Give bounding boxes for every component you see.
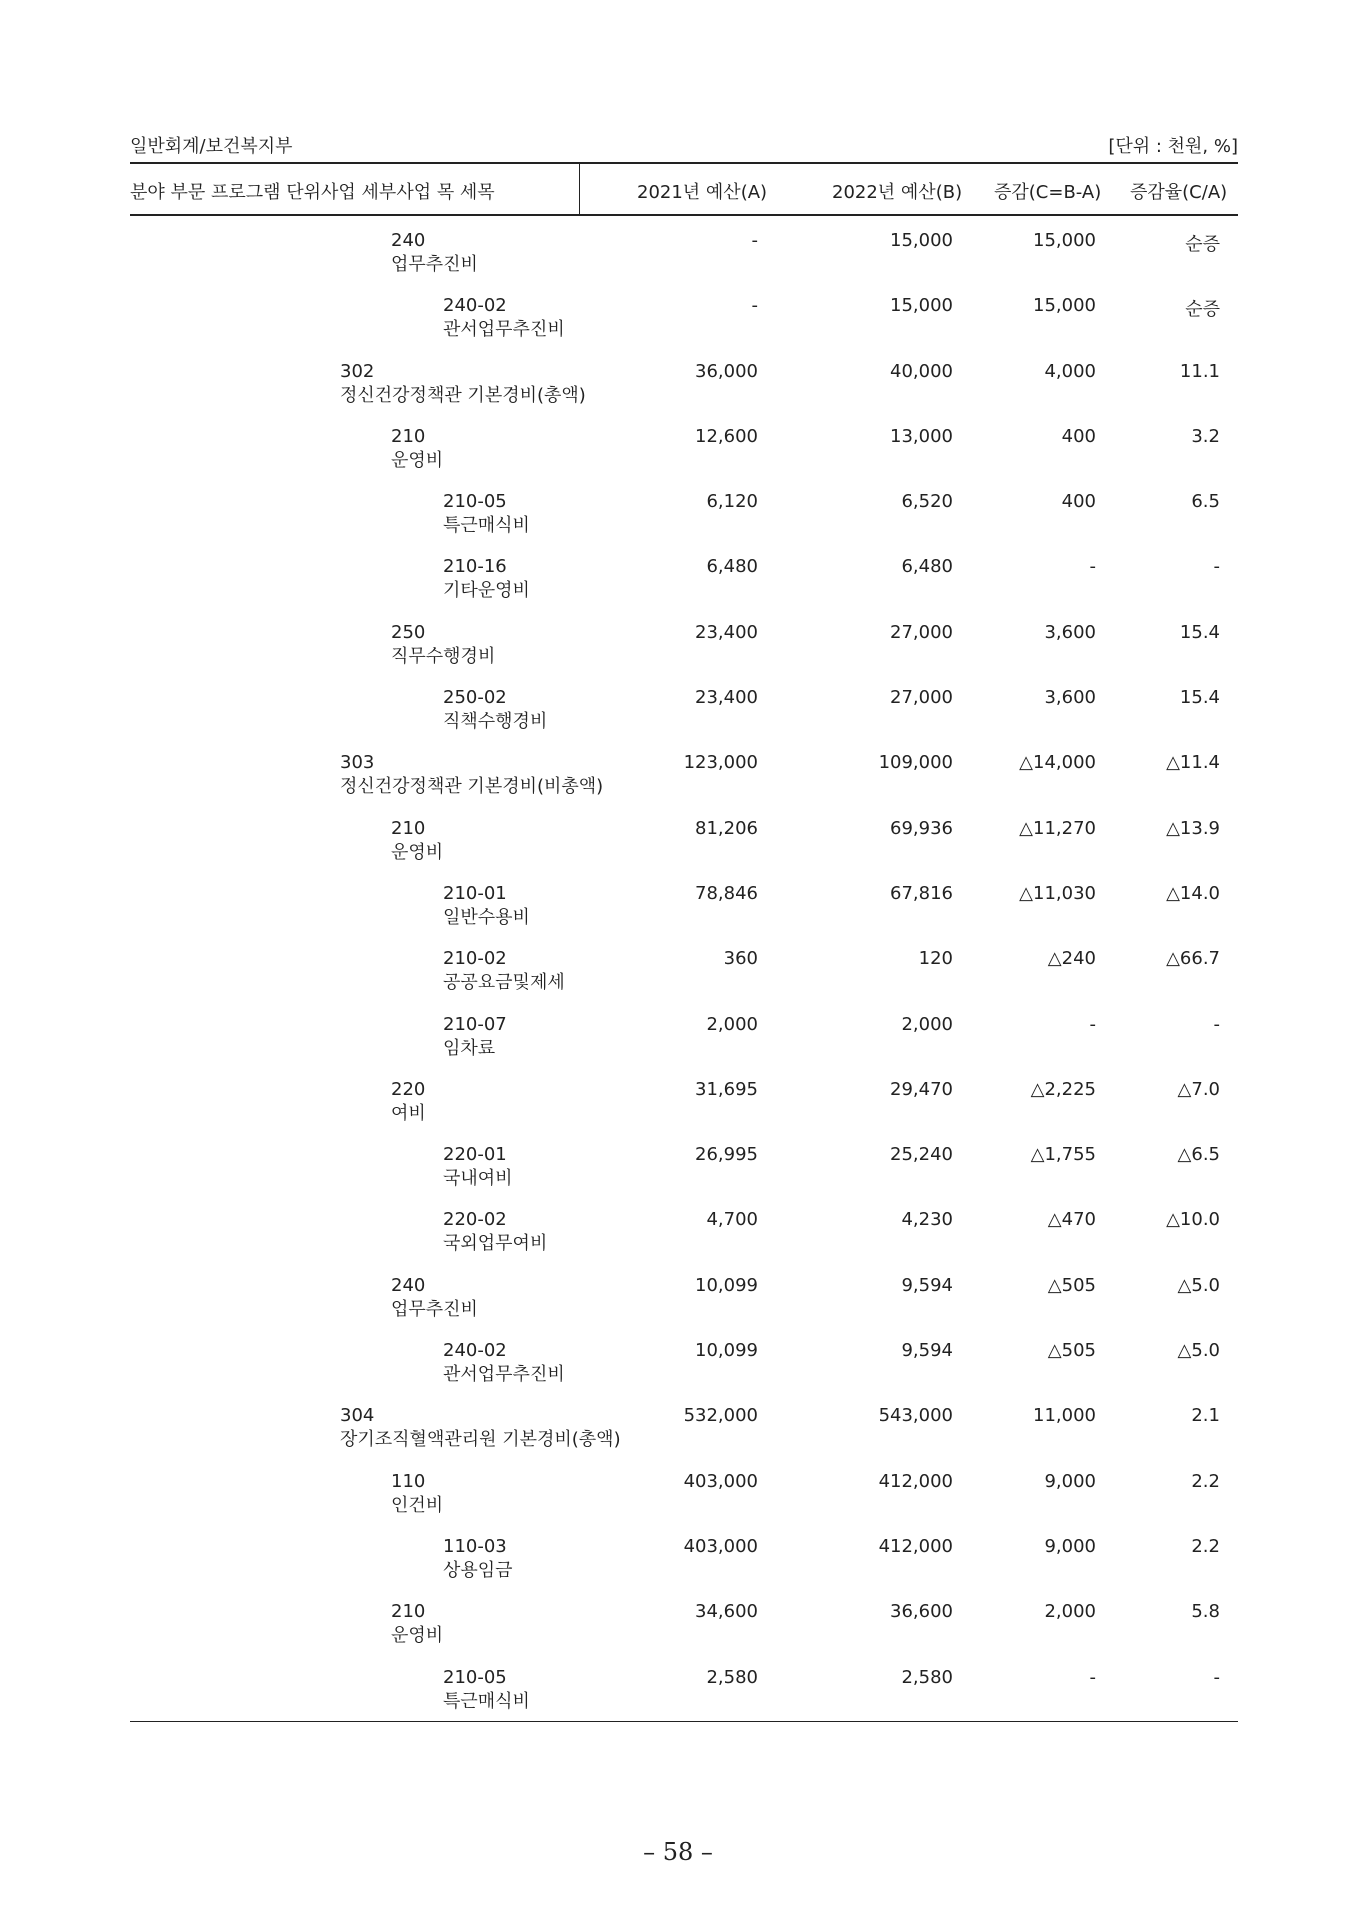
budget-2021-value: - bbox=[751, 230, 758, 251]
budget-2021-value: 532,000 bbox=[683, 1405, 758, 1427]
change-value: △11,030 bbox=[1019, 882, 1096, 904]
item-name: 관서업무추진비 bbox=[443, 1364, 565, 1386]
change-rate-value: △66.7 bbox=[1166, 948, 1220, 970]
budget-2022-value: 109,000 bbox=[878, 752, 953, 774]
budget-2022-value: 9,594 bbox=[901, 1340, 953, 1362]
change-value: △1,755 bbox=[1030, 1144, 1096, 1166]
change-rate-value: 11.1 bbox=[1179, 360, 1220, 382]
budget-2021-value: 10,099 bbox=[695, 1274, 758, 1296]
item-name: 특근매식비 bbox=[443, 515, 530, 537]
item-name: 공공요금및제세 bbox=[443, 972, 565, 994]
table-row bbox=[130, 426, 1238, 491]
item-code: 210-02 bbox=[443, 948, 507, 970]
table-row bbox=[130, 687, 1238, 752]
header-budget-2022: 2022년 예산(B) bbox=[832, 182, 963, 203]
item-name: 정신건강정책관 기본경비(비총액) bbox=[340, 776, 604, 798]
change-value: △14,000 bbox=[1019, 752, 1096, 774]
change-value: - bbox=[1089, 1666, 1096, 1688]
item-name: 정신건강정책관 기본경비(총액) bbox=[340, 384, 586, 406]
change-rate-value: △5.0 bbox=[1177, 1274, 1220, 1296]
table-row bbox=[130, 948, 1238, 1013]
budget-2021-value: 4,700 bbox=[706, 1209, 758, 1231]
change-value: 2,000 bbox=[1044, 1601, 1096, 1623]
item-code: 240-02 bbox=[443, 295, 507, 317]
budget-2022-value: 4,230 bbox=[901, 1209, 953, 1231]
item-name: 일반수용비 bbox=[443, 906, 530, 928]
change-value: 15,000 bbox=[1033, 230, 1096, 251]
change-rate-value: △7.0 bbox=[1177, 1078, 1220, 1100]
change-value: △470 bbox=[1047, 1209, 1096, 1231]
table-row bbox=[130, 622, 1238, 687]
budget-2021-value: 34,600 bbox=[695, 1601, 758, 1623]
change-rate-value: 2.2 bbox=[1191, 1535, 1220, 1557]
budget-2022-value: 13,000 bbox=[890, 425, 953, 447]
budget-2022-value: 15,000 bbox=[890, 230, 953, 251]
item-code: 250 bbox=[391, 621, 426, 643]
item-code: 210-05 bbox=[443, 491, 507, 513]
budget-2022-value: 69,936 bbox=[890, 817, 953, 839]
item-code: 210-16 bbox=[443, 556, 507, 578]
table-header bbox=[130, 162, 1238, 216]
budget-2022-value: 2,580 bbox=[901, 1666, 953, 1688]
item-name: 인건비 bbox=[391, 1494, 444, 1516]
budget-2021-value: 23,400 bbox=[695, 687, 758, 709]
table-row bbox=[130, 361, 1238, 426]
page-header bbox=[130, 132, 1238, 157]
change-rate-value: 15.4 bbox=[1179, 621, 1220, 643]
change-rate-value: - bbox=[1213, 1666, 1220, 1688]
budget-2021-value: 12,600 bbox=[695, 425, 758, 447]
change-rate-value: 5.8 bbox=[1191, 1601, 1220, 1623]
item-code: 302 bbox=[340, 360, 375, 382]
table-row bbox=[130, 230, 1238, 295]
change-rate-value: - bbox=[1213, 1013, 1220, 1035]
change-value: 3,600 bbox=[1044, 621, 1096, 643]
change-value: △505 bbox=[1047, 1340, 1096, 1362]
change-rate-value: △10.0 bbox=[1166, 1209, 1220, 1231]
item-code: 220 bbox=[391, 1078, 426, 1100]
header-classification: 분야 부문 프로그램 단위사업 세부사업 목 세목 bbox=[130, 182, 495, 203]
budget-2021-value: 81,206 bbox=[695, 817, 758, 839]
item-code: 240 bbox=[391, 1274, 426, 1296]
budget-2021-value: 403,000 bbox=[683, 1535, 758, 1557]
budget-2021-value: 36,000 bbox=[695, 360, 758, 382]
change-value: 400 bbox=[1061, 491, 1096, 513]
table-row bbox=[130, 556, 1238, 621]
change-rate-value: 2.2 bbox=[1191, 1470, 1220, 1492]
change-value: 4,000 bbox=[1044, 360, 1096, 382]
table-row bbox=[130, 1014, 1238, 1079]
budget-2021-value: 123,000 bbox=[683, 752, 758, 774]
item-name: 운영비 bbox=[391, 841, 444, 863]
budget-2021-value: 10,099 bbox=[695, 1340, 758, 1362]
budget-table bbox=[130, 162, 1238, 1732]
table-row bbox=[130, 1340, 1238, 1405]
item-name: 기타운영비 bbox=[443, 580, 530, 602]
budget-2022-value: 120 bbox=[918, 948, 953, 970]
change-value: - bbox=[1089, 556, 1096, 578]
change-value: 400 bbox=[1061, 425, 1096, 447]
item-code: 210 bbox=[391, 425, 426, 447]
change-value: △11,270 bbox=[1019, 817, 1096, 839]
budget-2021-value: 26,995 bbox=[695, 1144, 758, 1166]
budget-2021-value: 403,000 bbox=[683, 1470, 758, 1492]
table-body bbox=[130, 216, 1238, 1732]
budget-2022-value: 412,000 bbox=[878, 1470, 953, 1492]
change-value: △505 bbox=[1047, 1274, 1096, 1296]
table-row bbox=[130, 1405, 1238, 1470]
budget-2021-value: 6,480 bbox=[706, 556, 758, 578]
item-name: 운영비 bbox=[391, 449, 444, 471]
budget-2021-value: 23,400 bbox=[695, 621, 758, 643]
item-name: 국내여비 bbox=[443, 1168, 513, 1190]
budget-2022-value: 25,240 bbox=[890, 1144, 953, 1166]
item-code: 110-03 bbox=[443, 1535, 507, 1557]
change-rate-value: 6.5 bbox=[1191, 491, 1220, 513]
change-value: 3,600 bbox=[1044, 687, 1096, 709]
table-row bbox=[130, 1601, 1238, 1666]
budget-2021-value: 31,695 bbox=[695, 1078, 758, 1100]
change-rate-value: 15.4 bbox=[1179, 687, 1220, 709]
item-name: 장기조직혈액관리원 기본경비(총액) bbox=[340, 1429, 621, 1451]
change-value: 11,000 bbox=[1033, 1405, 1096, 1427]
item-name: 상용임금 bbox=[443, 1559, 513, 1581]
item-code: 210-01 bbox=[443, 882, 507, 904]
item-name: 국외업무여비 bbox=[443, 1233, 548, 1255]
budget-2022-value: 40,000 bbox=[890, 360, 953, 382]
budget-2022-value: 36,600 bbox=[890, 1601, 953, 1623]
item-name: 직책수행경비 bbox=[443, 711, 548, 733]
table-row bbox=[130, 1275, 1238, 1340]
budget-2022-value: 9,594 bbox=[901, 1274, 953, 1296]
budget-2022-value: 6,480 bbox=[901, 556, 953, 578]
budget-2021-value: 2,000 bbox=[706, 1013, 758, 1035]
change-rate-value: 순증 bbox=[1185, 299, 1220, 321]
budget-2021-value: 6,120 bbox=[706, 491, 758, 513]
change-rate-value: △5.0 bbox=[1177, 1340, 1220, 1362]
header-change: 증감(C=B-A) bbox=[994, 182, 1102, 203]
change-rate-value: △11.4 bbox=[1166, 752, 1220, 774]
item-code: 110 bbox=[391, 1470, 426, 1492]
budget-2022-value: 67,816 bbox=[890, 882, 953, 904]
change-value: △2,225 bbox=[1030, 1078, 1096, 1100]
item-code: 304 bbox=[340, 1405, 375, 1427]
item-code: 240 bbox=[391, 230, 426, 251]
item-name: 업무추진비 bbox=[391, 1298, 478, 1320]
change-value: △240 bbox=[1047, 948, 1096, 970]
change-rate-value: △13.9 bbox=[1166, 817, 1220, 839]
item-name: 업무추진비 bbox=[391, 254, 478, 275]
item-code: 240-02 bbox=[443, 1340, 507, 1362]
account-label: 일반회계/보건복지부 bbox=[130, 136, 293, 157]
item-name: 특근매식비 bbox=[443, 1690, 530, 1712]
bottom-rule bbox=[130, 1721, 1238, 1722]
budget-2022-value: 6,520 bbox=[901, 491, 953, 513]
budget-2022-value: 412,000 bbox=[878, 1535, 953, 1557]
page-number: – 58 – bbox=[643, 1838, 713, 1866]
table-row bbox=[130, 1079, 1238, 1144]
header-budget-2021: 2021년 예산(A) bbox=[637, 182, 768, 203]
budget-2022-value: 543,000 bbox=[878, 1405, 953, 1427]
table-row bbox=[130, 883, 1238, 948]
table-row bbox=[130, 818, 1238, 883]
item-name: 여비 bbox=[391, 1102, 426, 1124]
change-rate-value: 3.2 bbox=[1191, 425, 1220, 447]
header-change-rate: 증감율(C/A) bbox=[1130, 182, 1228, 203]
change-rate-value: - bbox=[1213, 556, 1220, 578]
item-code: 220-01 bbox=[443, 1144, 507, 1166]
budget-2021-value: 2,580 bbox=[706, 1666, 758, 1688]
change-rate-value: 순증 bbox=[1185, 234, 1220, 255]
change-value: - bbox=[1089, 1013, 1096, 1035]
change-rate-value: △6.5 bbox=[1177, 1144, 1220, 1166]
item-code: 220-02 bbox=[443, 1209, 507, 1231]
item-code: 210-05 bbox=[443, 1666, 507, 1688]
table-row bbox=[130, 752, 1238, 817]
table-row bbox=[130, 1536, 1238, 1601]
table-row bbox=[130, 1144, 1238, 1209]
change-rate-value: △14.0 bbox=[1166, 882, 1220, 904]
table-row bbox=[130, 1471, 1238, 1536]
budget-2022-value: 15,000 bbox=[890, 295, 953, 317]
budget-2022-value: 2,000 bbox=[901, 1013, 953, 1035]
item-code: 210-07 bbox=[443, 1013, 507, 1035]
budget-2022-value: 27,000 bbox=[890, 621, 953, 643]
budget-2021-value: 360 bbox=[723, 948, 758, 970]
table-row bbox=[130, 491, 1238, 556]
item-name: 운영비 bbox=[391, 1625, 444, 1647]
change-value: 9,000 bbox=[1044, 1470, 1096, 1492]
item-code: 250-02 bbox=[443, 687, 507, 709]
unit-label: [단위 : 천원, %] bbox=[1108, 136, 1238, 157]
budget-2022-value: 29,470 bbox=[890, 1078, 953, 1100]
table-row bbox=[130, 1209, 1238, 1274]
item-code: 303 bbox=[340, 752, 375, 774]
budget-2021-value: 78,846 bbox=[695, 882, 758, 904]
item-code: 210 bbox=[391, 1601, 426, 1623]
budget-2021-value: - bbox=[751, 295, 758, 317]
header-divider bbox=[579, 164, 580, 214]
item-name: 관서업무추진비 bbox=[443, 319, 565, 341]
item-code: 210 bbox=[391, 817, 426, 839]
item-name: 직무수행경비 bbox=[391, 645, 496, 667]
change-value: 9,000 bbox=[1044, 1535, 1096, 1557]
item-name: 임차료 bbox=[443, 1037, 496, 1059]
change-value: 15,000 bbox=[1033, 295, 1096, 317]
table-row bbox=[130, 1667, 1238, 1732]
change-rate-value: 2.1 bbox=[1191, 1405, 1220, 1427]
table-row bbox=[130, 295, 1238, 360]
budget-2022-value: 27,000 bbox=[890, 687, 953, 709]
